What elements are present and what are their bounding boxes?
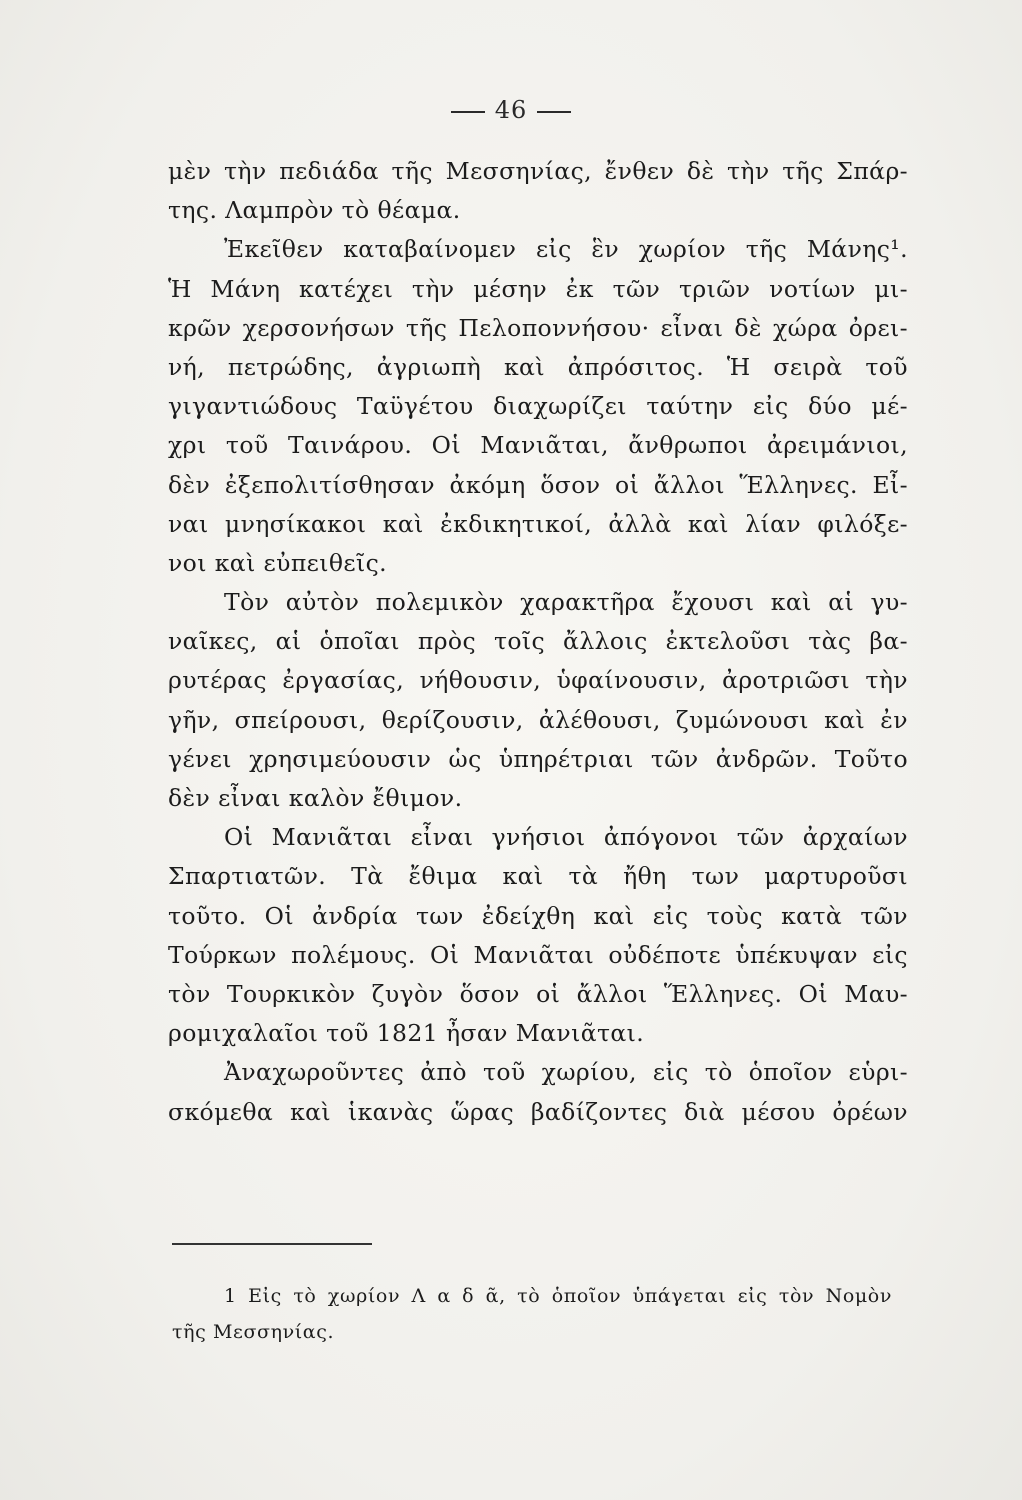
text-line: δὲν ἐξεπολιτίσθησαν ἀκόμη ὅσον οἱ ἄλλοι Ἕλληνες. Εἶ- [168, 470, 908, 499]
text-line: γῆν, σπείρουσι, θερίζουσιν, ἀλέθουσι, ζυμώνουσι καὶ ἐν [168, 705, 908, 734]
header-dash-left [451, 111, 485, 113]
text-line: μὲν τὴν πεδιάδα τῆς Μεσσηνίας, ἔνθεν δὲ τὴν τῆς Σπάρ- [168, 157, 908, 185]
text-line: χρι τοῦ Ταινάρου. Οἱ Μανιᾶται, ἄνθρωποι ἀρειμάνιοι, [168, 431, 908, 460]
text-line: κρῶν χερσονήσων τῆς Πελοποννήσου· εἶναι δὲ χώρα ὀρει- [168, 313, 908, 342]
text-line: σκόμεθα καὶ ἱκανὰς ὥρας βαδίζοντες διὰ μέσου ὀρέων [168, 1097, 908, 1126]
footnote-line: τῆς Μεσσηνίας. [172, 1321, 335, 1343]
page-header [0, 96, 1022, 124]
text-line: της. Λαμπρὸν τὸ θέαμα. [168, 196, 461, 225]
text-line: τὸν Τουρκικὸν ζυγὸν ὅσον οἱ ἄλλοι Ἕλληνες. Οἱ Μαυ- [168, 979, 908, 1008]
text-line: Οἱ Μανιᾶται εἶναι γνήσιοι ἀπόγονοι τῶν ἀρχαίων [224, 823, 908, 852]
footnote-line: 1 Εἰς τὸ χωρίον Λ α δ ᾶ, τὸ ὁποῖον ὑπάγεται εἰς τὸν Νομὸν [224, 1285, 892, 1307]
text-line: Ἡ Μάνη κατέχει τὴν μέσην ἐκ τῶν τριῶν νοτίων μι- [168, 274, 908, 303]
footnotes [172, 1278, 892, 1350]
text-line: Σπαρτιατῶν. Τὰ ἔθιμα καὶ τὰ ἤθη των μαρτυροῦσι [168, 862, 908, 891]
body-text [168, 152, 908, 1132]
text-line: Τὸν αὐτὸν πολεμικὸν χαρακτῆρα ἔχουσι καὶ αἱ γυ- [224, 588, 908, 617]
text-line: ρομιχαλαῖοι τοῦ 1821 ἦσαν Μανιᾶται. [168, 1019, 645, 1048]
text-line: Ἀναχωροῦντες ἀπὸ τοῦ χωρίου, εἰς τὸ ὁποῖον εὑρι- [224, 1058, 908, 1087]
text-line: γιγαντιώδους Ταϋγέτου διαχωρίζει ταύτην εἰς δύο μέ- [168, 392, 908, 421]
footnote-divider [172, 1243, 372, 1245]
header-dash-right [537, 111, 571, 113]
text-line: ρυτέρας ἐργασίας, νήθουσιν, ὑφαίνουσιν, ἀροτριῶσι τὴν [168, 666, 908, 695]
text-line: ναι μνησίκακοι καὶ ἐκδικητικοί, ἀλλὰ καὶ λίαν φιλόξε- [168, 509, 908, 538]
text-line: τοῦτο. Οἱ ἀνδρία των ἐδείχθη καὶ εἰς τοὺς κατὰ τῶν [168, 901, 908, 930]
text-line: νοι καὶ εὐπειθεῖς. [168, 548, 388, 577]
text-line: δὲν εἶναι καλὸν ἔθιμον. [168, 784, 463, 812]
text-line: γένει χρησιμεύουσιν ὡς ὑπηρέτριαι τῶν ἀνδρῶν. Τοῦτο [168, 744, 908, 773]
page-number: 46 [494, 96, 528, 124]
text-line: ναῖκες, αἱ ὁποῖαι πρὸς τοῖς ἄλλοις ἐκτελοῦσι τὰς βα- [168, 627, 908, 656]
text-line: Ἐκεῖθεν καταβαίνομεν εἰς ἓν χωρίον τῆς Μάνης¹. [224, 235, 908, 264]
text-line: νή, πετρώδης, ἀγριωπὴ καὶ ἀπρόσιτος. Ἡ σειρὰ τοῦ [168, 352, 908, 381]
text-line: Τούρκων πολέμους. Οἱ Μανιᾶται οὐδέποτε ὑπέκυψαν εἰς [168, 940, 908, 969]
